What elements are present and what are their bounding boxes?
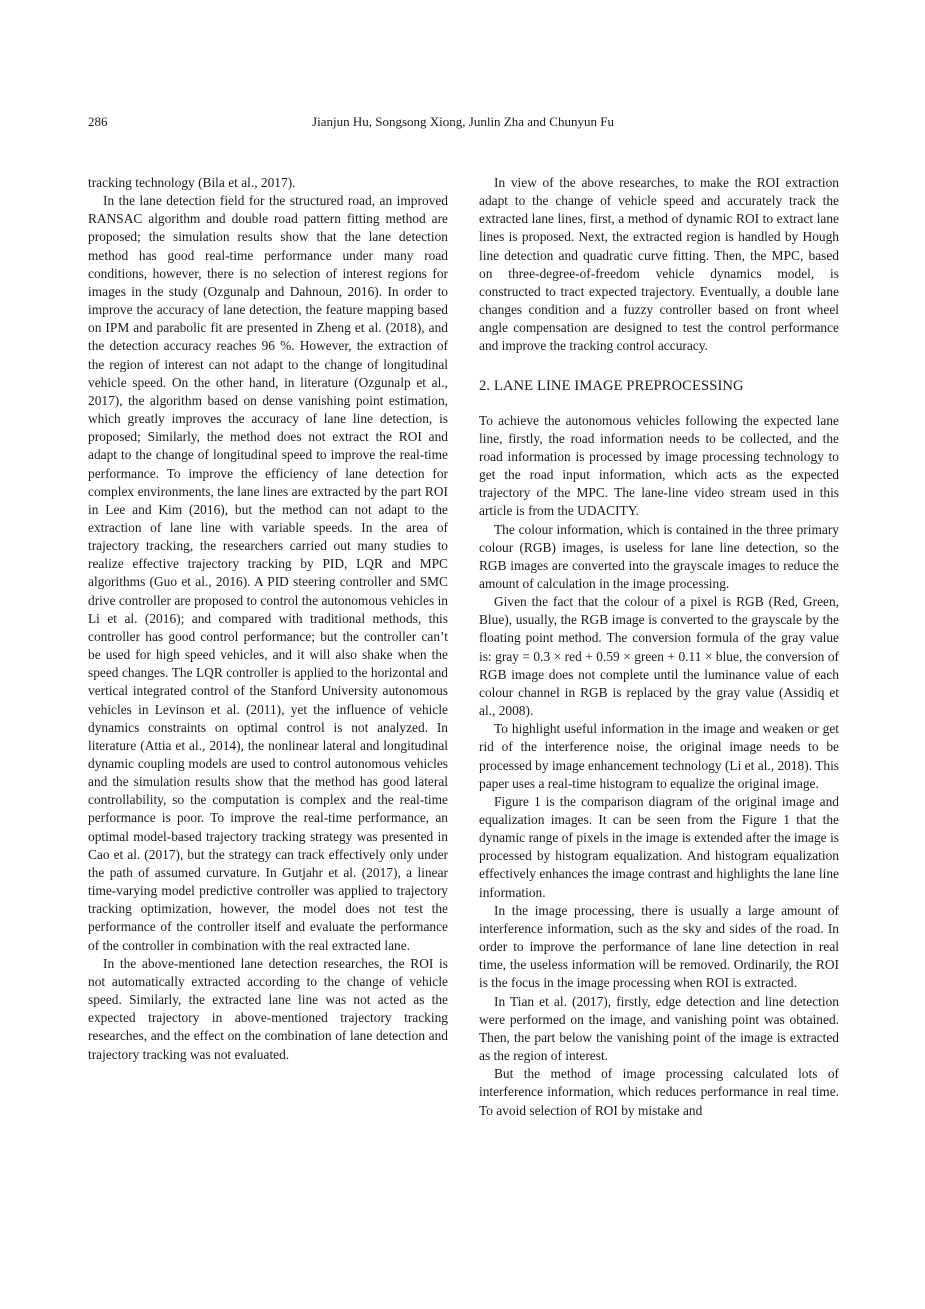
right-column [479,174,839,1120]
paragraph: Given the fact that the colour of a pixel is RGB (Red, Green, Blue), usually, the RGB image is converted to the grayscale by the floating point method. The conversion formula of the gray value is: gray = 0.3 × red + 0.59 × green + 0.11 × blue, the conversion of RGB image does not complete until the luminance value of each colour channel in RGB is replaced by the gray value (Assidiq et al., 2008). [479,594,839,719]
paragraph: The colour information, which is contained in the three primary colour (RGB) images, is useless for lane line detection, so the RGB images are converted into the grayscale images to reduce the amount of calculation in the image processing. [479,521,839,591]
page-number: 286 [88,114,108,129]
paragraph: In view of the above researches, to make the ROI extraction adapt to the change of vehicle speed and accurately track the extracted lane lines, first, a method of dynamic ROI to extract lane lines is proposed. Next, the extracted region is handled by Hough line detection and quadratic curve fitting. Then, the MPC, based on three-degree-of-freedom vehicle dynamics model, is constructed to tract expected trajectory. Eventually, a double lane changes condition and a fuzzy controller based on front wheel angle compensation are designed to test the control performance and improve the tracking control accuracy. [479,175,839,354]
running-head-authors: Jianjun Hu, Songsong Xiong, Junlin Zha and Chunyun Fu [312,114,614,129]
paragraph: In Tian et al. (2017), firstly, edge detection and line detection were performed on the image, and vanishing point was obtained. Then, the part below the vanishing point of the image is extracted as the region of interest. [479,993,839,1064]
paragraph: In the above-mentioned lane detection researches, the ROI is not automatically extracted according to the change of vehicle speed. Similarly, the extracted lane line was not acted as the expected trajectory in above-mentioned trajectory tracking researches, and the effect on the combination of lane detection and trajectory tracking was not evaluated. [88,955,448,1062]
paragraph: But the method of image processing calculated lots of interference information, which reduces performance in real time. To avoid selection of ROI by mistake and [479,1066,839,1118]
paragraph: In the image processing, there is usually a large amount of interference information, such as the sky and sides of the road. In order to improve the performance of lane line detection in real time, the useless information will be removed. Ordinarily, the ROI is the focus in the image processing when ROI is extracted. [479,902,839,991]
paragraph: To highlight useful information in the image and weaken or get rid of the interference noise, the original image needs to be processed by image enhancement technology (Li et al., 2018). This paper uses a real-time histogram to equalize the original image. [479,721,839,791]
paragraph: In the lane detection field for the structured road, an improved RANSAC algorithm and double road pattern fitting method are proposed; the simulation results show that the lane detection method has good real-time performance under many road conditions, however, there is no selection of interest regions for images in the study (Ozgunalp and Dahnoun, 2016). In order to improve the accuracy of lane detection, the feature mapping based on IPM and parabolic fit are presented in Zheng et al. (2018), and the detection accuracy reaches 96 %. However, the extraction of the region of interest can not adapt to the change of longitudinal vehicle speed. On the other hand, in literature (Ozgunalp et al., 2017), the algorithm based on dense vanishing point estimation, which greatly improves the accuracy of lane line detection, is proposed; Similarly, the method does not extract the ROI and adapt to the change of longitudinal speed to improve the real-time performance. To improve the efficiency of lane detection for complex environments, the lane lines are extracted by the part ROI in Lee and Kim (2016), but the method can not adapt to the extraction of lane line with variable speeds. In the area of trajectory tracking, the researchers carried out many studies to realize effective trajectory tracking by PID, LQR and MPC algorithms (Guo et al., 2016). A PID steering controller and SMC drive controller are proposed to control the autonomous vehicles in Li et al. (2016); and compared with traditional methods, this controller has good control performance; but the controller can’t be used for high speed vehicles, and it will also shake when the speed changes. The LQR controller is applied to the horizontal and vertical integrated control of the Stanford University autonomous vehicles in Levinson et al. (2011), yet the influence of vehicle dynamics constraints on optimal control is not analyzed. In literature (Attia et al., 2014), the nonlinear lateral and longitudinal dynamic coupling models are used to control autonomous vehicles and the simulation results show that the method has good lateral controllability, so the computation is complex and the real-time performance is poor. To improve the real-time performance, an optimal model-based trajectory tracking strategy was presented in Cao et al. (2017), but the strategy can track effectively only under the path of assumed curvature. In Gutjahr et al. (2017), a linear time-varying model predictive controller was applied to trajectory tracking optimization, however, the model does not test the performance of the controller itself and evaluate the performance of the controller in combination with the real extracted lane. [88,193,448,953]
paragraph: Figure 1 is the comparison diagram of the original image and equalization images. It can be seen from the Figure 1 that the dynamic range of pixels in the image is extended after the image is processed by histogram equalization. And histogram equalization effectively enhances the image contrast and highlights the lane line information. [479,793,839,900]
left-column [88,174,448,1064]
paragraph: tracking technology (Bila et al., 2017). [88,175,296,190]
section-heading: 2. LANE LINE IMAGE PREPROCESSING [479,377,744,394]
paragraph: To achieve the autonomous vehicles following the expected lane line, firstly, the road information needs to be collected, and the road information is processed by image processing technology to get the road input information, which acts as the expected trajectory of the MPC. The lane-line video stream used in this article is from the UDACITY. [479,412,839,519]
running-head [88,113,838,131]
